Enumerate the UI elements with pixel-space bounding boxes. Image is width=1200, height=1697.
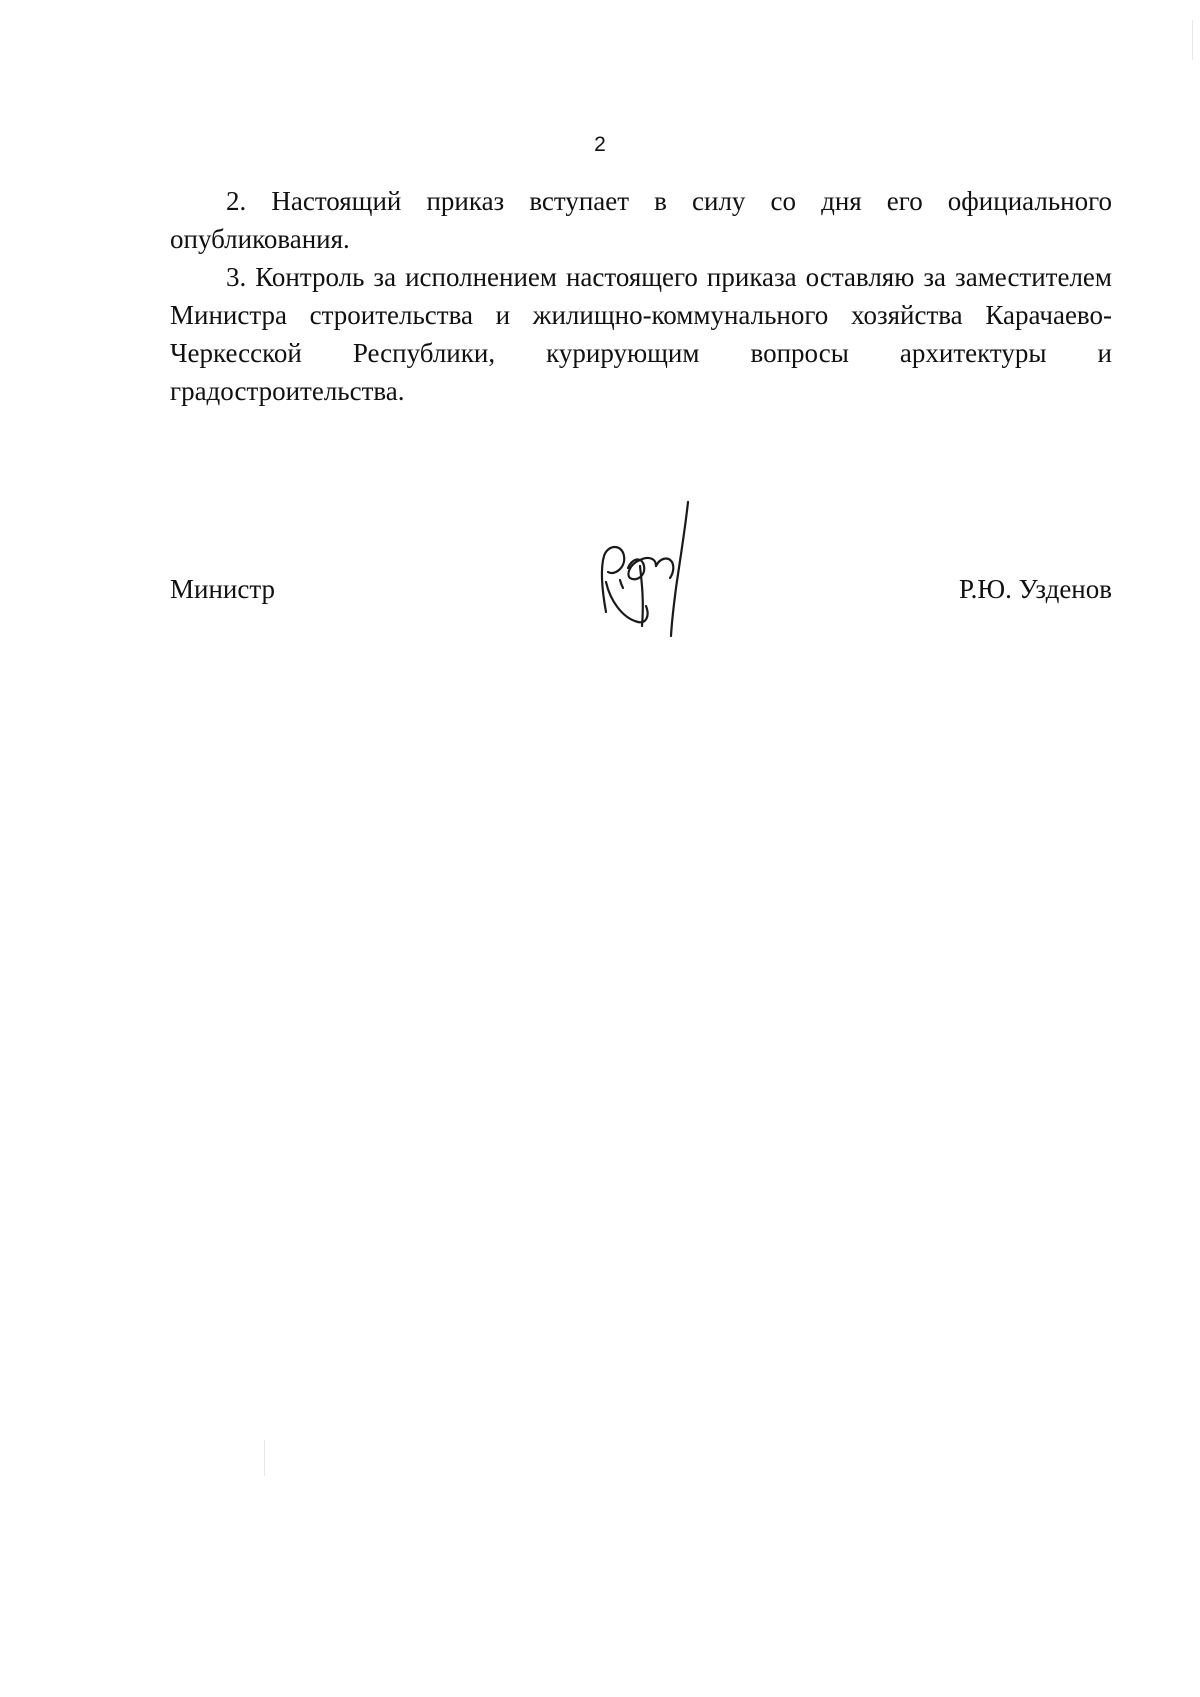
paragraph-effective-date: 2. Настоящий приказ вступает в силу со дня его официального опубликования. <box>170 186 1112 254</box>
signer-name: Р.Ю. Узденов <box>959 574 1112 604</box>
signature-block <box>170 500 1112 650</box>
scan-artifact <box>264 1440 265 1476</box>
paragraph-control: 3. Контроль за исполнением настоящего приказа оставляю за заместителем Министра строительства и жилищно-коммунального хозяйства Карачаево-Черкесской Республики, курирующим вопросы архитектуры и градостроительства. <box>170 262 1112 406</box>
page-number: 2 <box>594 133 606 156</box>
document-body <box>170 182 1112 410</box>
signer-position: Министр <box>170 574 275 604</box>
handwritten-signature <box>570 500 720 650</box>
scan-artifact <box>1192 20 1193 60</box>
